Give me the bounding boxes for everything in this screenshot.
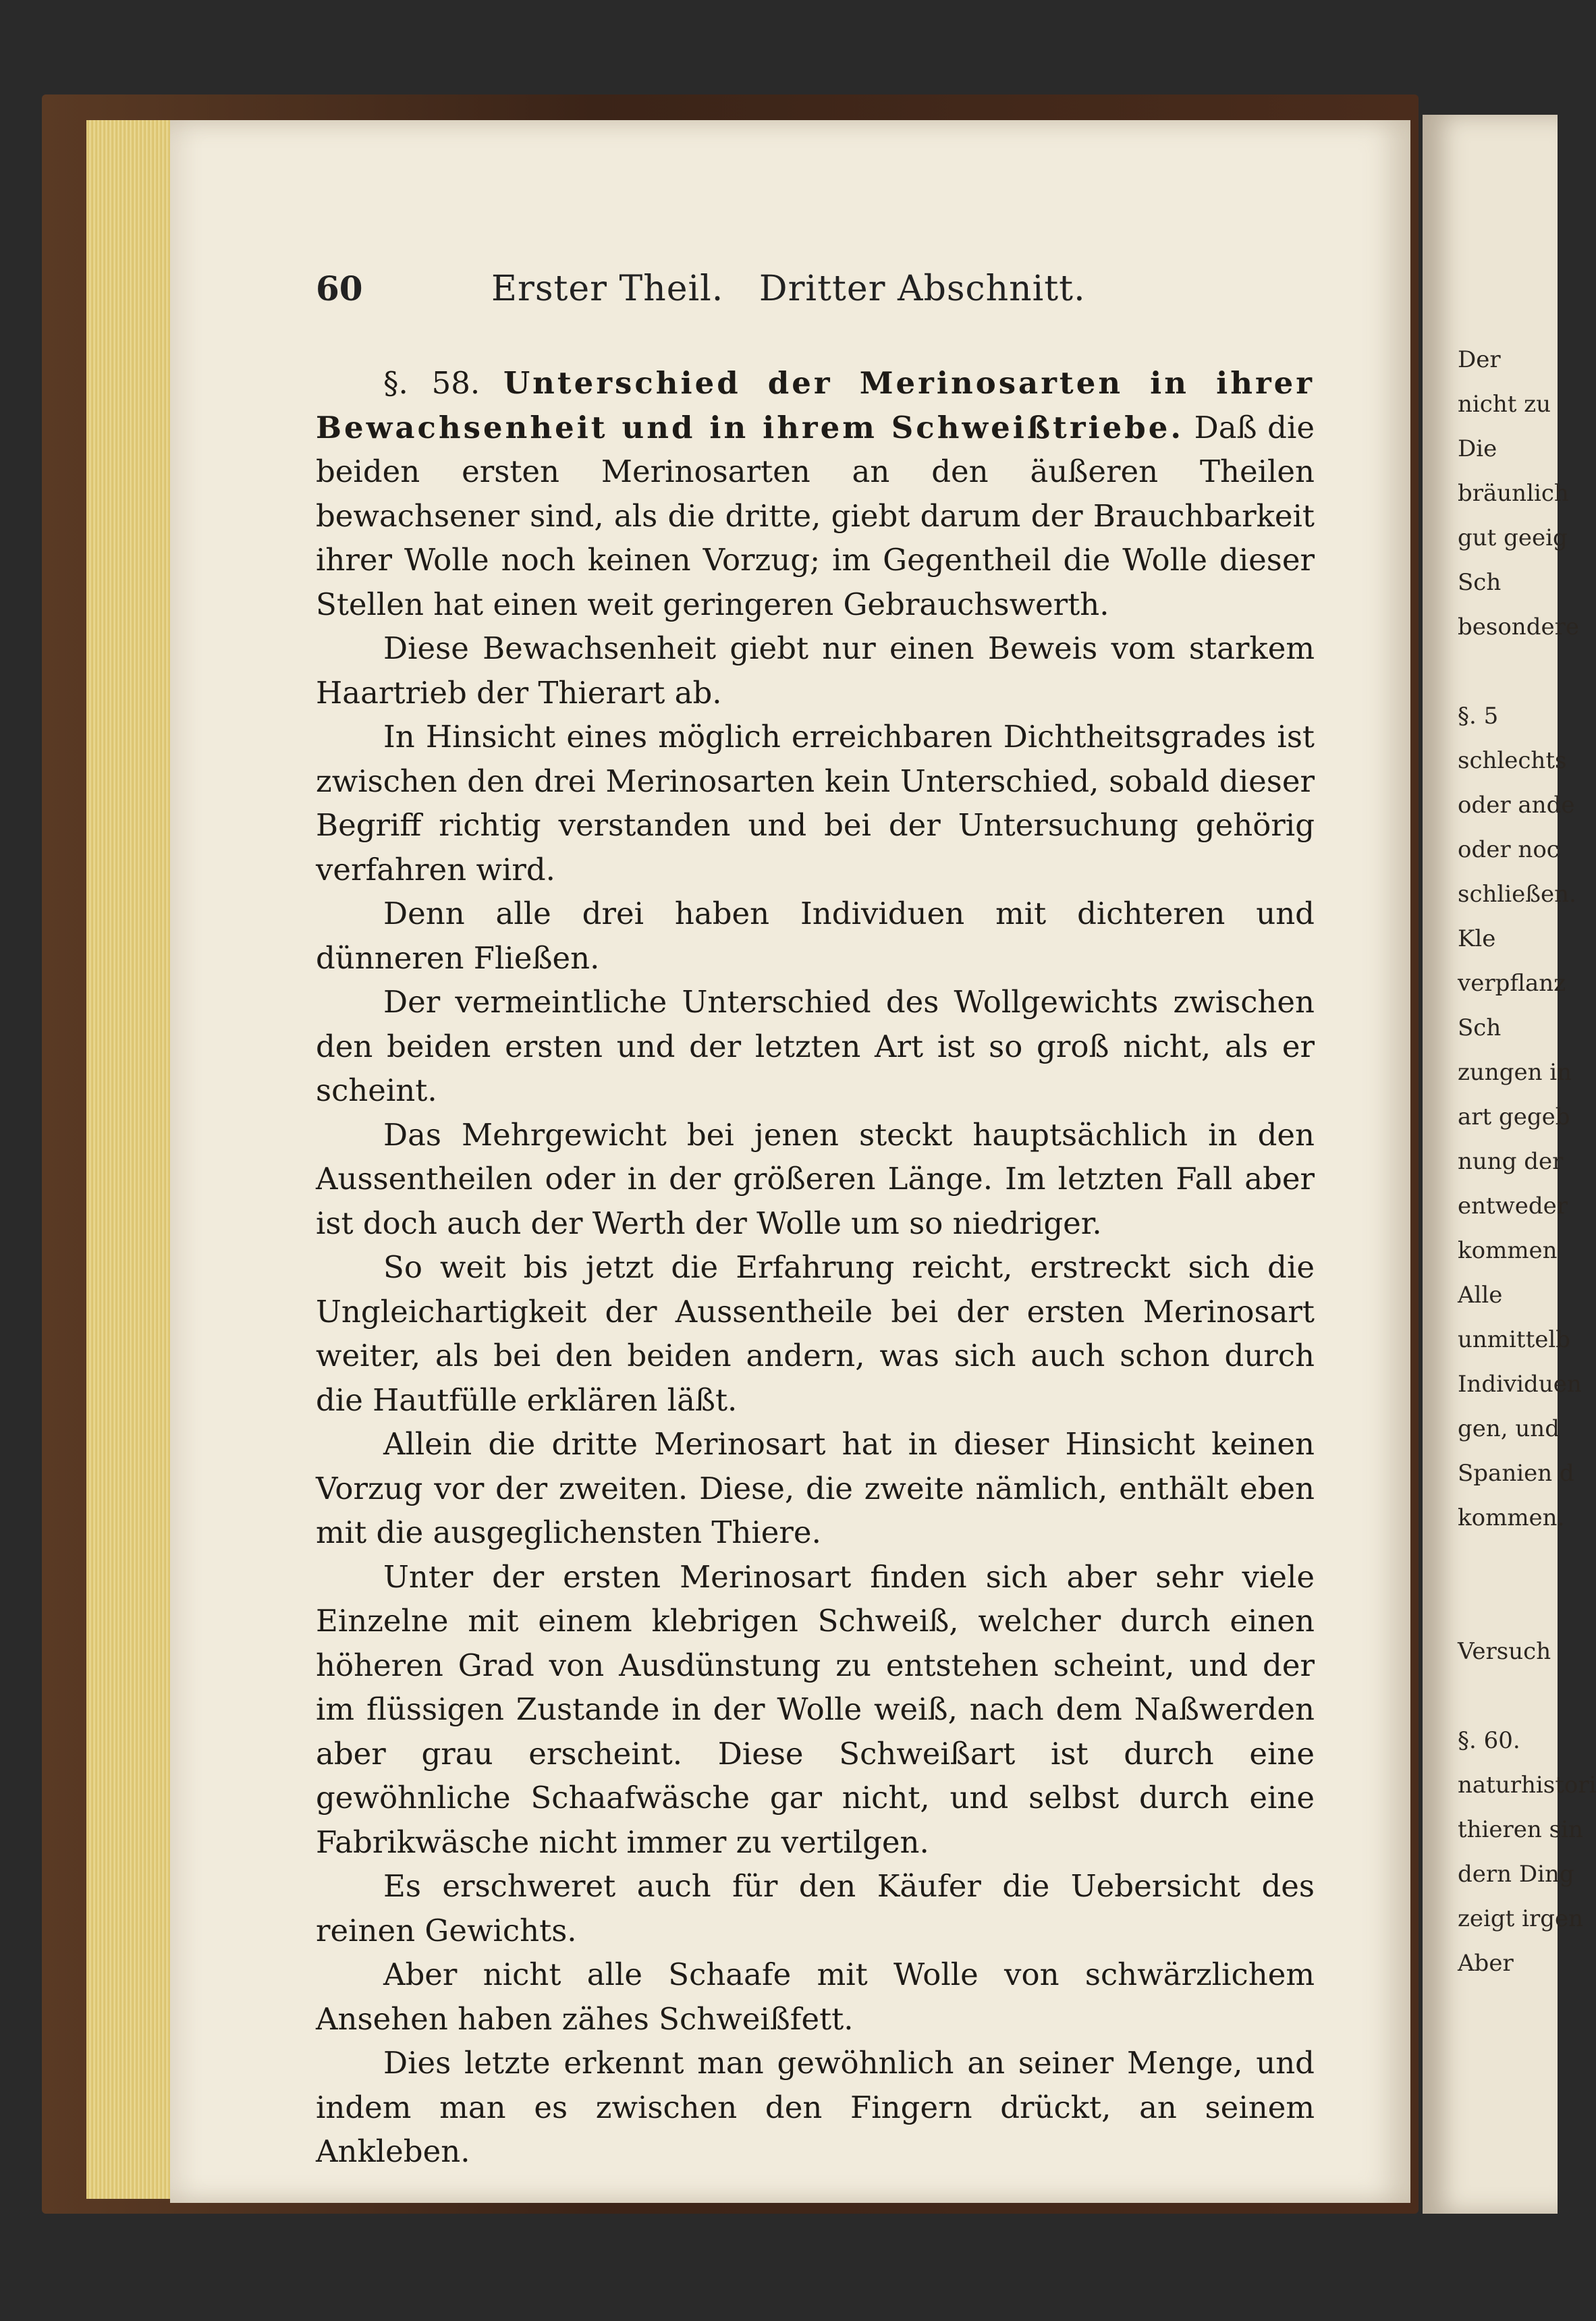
page-body <box>316 361 1315 2174</box>
section-title: Unterschied der Merinosarten in ihrer Bewachsenheit und in ihrem Schweißtriebe. <box>316 365 1315 445</box>
facing-line: §. 60. <box>1458 1727 1520 1754</box>
paragraph: In Hinsicht eines möglich erreichbaren Dichtheitsgrades ist zwischen den drei Merinosarten kein Unterschied, sobald dieser Begriff richtig verstanden und bei der Untersuchung gehörig verfahren wird. <box>316 719 1315 888</box>
section-label: §. 58. <box>383 365 480 401</box>
paragraph: Das Mehrgewicht bei jenen steckt hauptsächlich in den Aussentheilen oder in der größeren Länge. Im letzten Fall aber ist doch auch der Werth der Wolle um so niedriger. <box>316 1116 1315 1241</box>
facing-line: dern Ding <box>1458 1861 1574 1888</box>
facing-line: zungen in <box>1458 1059 1572 1086</box>
paragraph: Unter der ersten Merinosart finden sich aber sehr viele Einzelne mit einem klebrigen Schweiß, welcher durch einen höheren Grad von Ausdünstung zu entstehen scheint, und der im flüssigen Zustande in der Wolle weiß, nach dem Naßwerden aber grau erscheint. Diese Schweißart ist durch eine gewöhnliche Schaafwäsche gar nicht, und selbst durch eine Fabrikwäsche nicht immer zu vertilgen. <box>316 1558 1315 1860</box>
facing-line: bräunlich <box>1458 480 1569 507</box>
facing-line: oder ande <box>1458 792 1575 819</box>
paragraph: Aber nicht alle Schaafe mit Wolle von schwärzlichem Ansehen haben zähes Schweißfett. <box>316 1957 1315 2037</box>
page-header <box>316 269 1132 323</box>
paragraph: Diese Bewachsenheit giebt nur einen Beweis vom starkem Haartrieb der Thierart ab. <box>316 630 1315 711</box>
facing-line: zeigt irgen <box>1458 1905 1584 1932</box>
paragraph: So weit bis jetzt die Erfahrung reicht, erstreckt sich die Ungleichartigkeit der Aussentheile bei der ersten Merinosart weiter, als bei den beiden andern, was sich auch schon durch die Hautfülle erklären läßt. <box>316 1249 1315 1418</box>
facing-line: oder noc <box>1458 836 1560 863</box>
page-number: 60 <box>316 269 363 308</box>
facing-line: kommen. <box>1458 1504 1565 1531</box>
paragraph: Denn alle drei haben Individuen mit dichteren und dünneren Fließen. <box>316 896 1315 976</box>
paragraph: Es erschweret auch für den Käufer die Uebersicht des reinen Gewichts. <box>316 1868 1315 1948</box>
paragraph: Allein die dritte Merinosart hat in dieser Hinsicht keinen Vorzug vor der zweiten. Diese, die zweite nämlich, enthält eben mit die ausgeglichensten Thiere. <box>316 1426 1315 1550</box>
facing-line: Kle <box>1458 925 1496 952</box>
facing-line: Aber <box>1458 1950 1514 1977</box>
facing-line: entweder <box>1458 1193 1568 1220</box>
paragraph-text: Daß die beiden ersten Merinosarten an den äußeren Theilen bewachsener sind, als die dritte, giebt darum der Brauchbarkeit ihrer Wolle noch keinen Vorzug; im Gegentheil die Wolle dieser Stellen hat einen weit geringeren Gebrauchswerth. <box>316 409 1315 622</box>
paragraph: Der vermeintliche Unterschied des Wollgewichts zwischen den beiden ersten und der letzten Art ist so groß nicht, als er scheint. <box>316 984 1315 1108</box>
facing-line: Spanien d <box>1458 1460 1574 1487</box>
facing-line: naturhistori <box>1458 1772 1596 1799</box>
facing-line <box>1458 1674 1539 1718</box>
facing-line: Die <box>1458 435 1497 462</box>
section-paragraph <box>316 361 1315 626</box>
facing-line <box>1458 1540 1539 1585</box>
running-head: Erster Theil. Dritter Abschnitt. <box>491 269 1086 309</box>
facing-line: Sch <box>1458 1014 1502 1041</box>
facing-line: schließen. <box>1458 881 1576 908</box>
facing-line: Alle <box>1458 1282 1503 1309</box>
paragraph: Dies letzte erkennt man gewöhnlich an seiner Menge, und indem man es zwischen den Fingern drückt, an seinem Ankleben. <box>316 2045 1315 2169</box>
page-block-edge <box>86 120 174 2199</box>
facing-line: Der <box>1458 346 1501 373</box>
facing-line: Sch <box>1458 569 1502 596</box>
facing-line: gut geeig <box>1458 524 1568 551</box>
facing-line: schlechts <box>1458 747 1567 774</box>
facing-line <box>1458 649 1539 694</box>
facing-line: nung der <box>1458 1148 1564 1175</box>
facing-line: gen, und <box>1458 1415 1560 1442</box>
facing-line: nicht zu <box>1458 391 1551 418</box>
facing-line: unmittelb <box>1458 1326 1570 1353</box>
facing-line: Individuen <box>1458 1371 1582 1398</box>
facing-line: besondere <box>1458 613 1579 640</box>
facing-line <box>1458 1585 1539 1629</box>
facing-line: Versuch <box>1458 1638 1551 1665</box>
facing-line: art gegeb <box>1458 1103 1570 1130</box>
facing-line: §. 5 <box>1458 703 1499 730</box>
facing-line: kommen <box>1458 1237 1558 1264</box>
facing-line: thieren sin <box>1458 1816 1583 1843</box>
facing-page-text <box>1458 337 1596 1986</box>
facing-line: verpflanz <box>1458 970 1566 997</box>
